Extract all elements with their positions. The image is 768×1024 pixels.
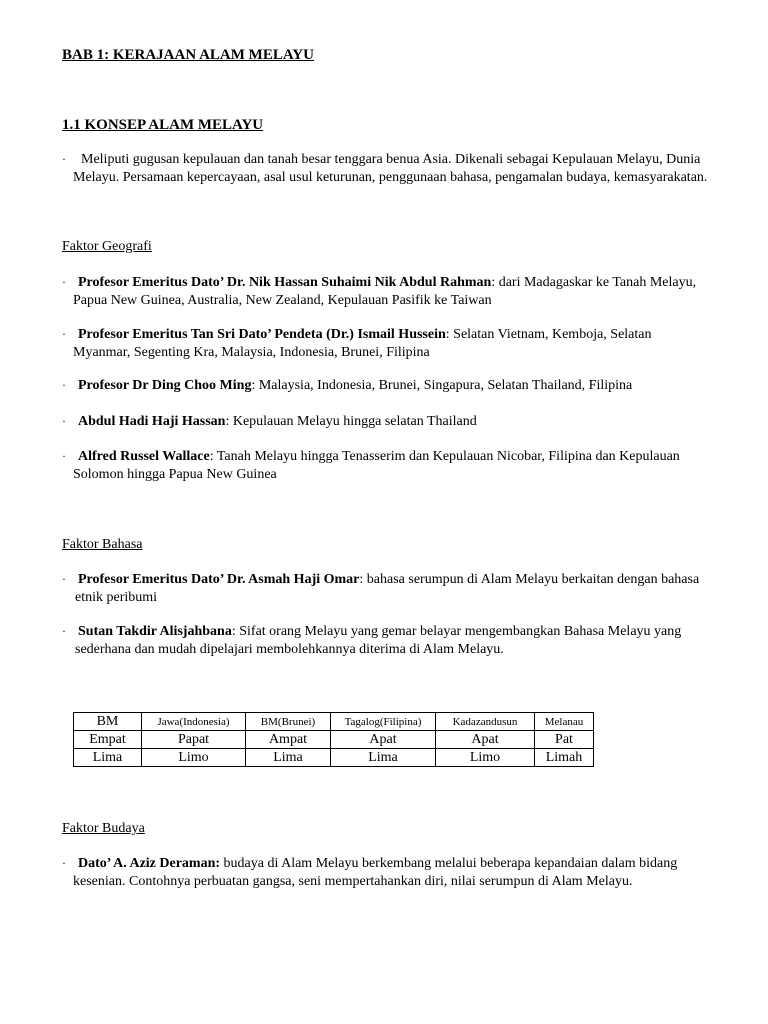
scholar-view-cont: kesenian. Contohnya perbuatan gangsa, seni mempertahankan diri, nilai serumpun di Alam Melayu. [73,874,633,889]
table-row [74,749,594,767]
geografi-item [62,448,742,484]
table-cell: Apat [436,731,535,749]
scholar-view: : dari Madagaskar ke Tanah Melayu, [491,275,697,290]
scholar-name: Sutan Takdir Alisjahbana [78,624,232,639]
table-header-row [74,713,594,731]
table-cell: Lima [331,749,436,767]
table-cell: Empat [74,731,142,749]
table-cell: Ampat [246,731,331,749]
scholar-view-cont: Myanmar, Segenting Kra, Malaysia, Indonesia, Brunei, Filipina [73,345,430,360]
bullet-dot: · [62,572,66,586]
bullet-dot: · [62,378,66,392]
scholar-view: : Sifat orang Melayu yang gemar belayar mengembangkan Bahasa Melayu yang [231,624,682,639]
intro-bullet [62,151,742,187]
scholar-view: : Tanah Melayu hingga Tenasserim dan Kepulauan Nicobar, Filipina dan Kepulauan [209,449,680,464]
bullet-dot: · [62,414,66,428]
geografi-item [62,274,742,310]
table-cell: Limo [142,749,246,767]
section-title: 1.1 KONSEP ALAM MELAYU [62,117,264,133]
budaya-item [62,855,742,891]
chapter-title: BAB 1: KERAJAAN ALAM MELAYU [62,47,314,63]
scholar-view: : Malaysia, Indonesia, Brunei, Singapura, Selatan Thailand, Filipina [251,378,633,393]
scholar-name: Abdul Hadi Haji Hassan [78,414,226,429]
geografi-heading: Faktor Geografi [62,239,152,254]
scholar-view-cont: sederhana dan mudah dipelajari membolehkannya diterima di Alam Melayu. [75,642,504,657]
scholar-view: : Kepulauan Melayu hingga selatan Thailand [225,414,477,429]
scholar-view-cont: etnik peribumi [75,590,158,605]
table-cell: Lima [74,749,142,767]
bullet-dot: · [62,152,66,166]
bullet-dot: · [62,449,66,463]
bahasa-heading: Faktor Bahasa [62,537,143,552]
table-cell: Limo [436,749,535,767]
geografi-item [62,413,742,431]
scholar-name: Dato’ A. Aziz Deraman: [78,856,221,871]
scholar-name: Profesor Dr Ding Choo Ming [78,378,252,393]
table-cell: Limah [535,749,594,767]
scholar-view-cont: Solomon hingga Papua New Guinea [73,467,277,482]
table-row [74,731,594,749]
scholar-view-cont: Papua New Guinea, Australia, New Zealand, Kepulauan Pasifik ke Taiwan [73,293,492,308]
scholar-view: : bahasa serumpun di Alam Melayu berkaitan dengan bahasa [359,572,700,587]
table-header-cell: Jawa(Indonesia) [142,713,246,731]
scholar-name: Alfred Russel Wallace [78,449,210,464]
geografi-item [62,326,742,362]
bullet-dot: · [62,624,66,638]
intro-line-2: Melayu. Persamaan kepercayaan, asal usul keturunan, penggunaan bahasa, pengamalan budaya, kemasyarakatan. [73,170,708,185]
scholar-name: Profesor Emeritus Dato’ Dr. Nik Hassan Suhaimi Nik Abdul Rahman [78,275,492,290]
intro-line-1: Meliputi gugusan kepulauan dan tanah besar tenggara benua Asia. Dikenali sebagai Kepulauan Melayu, Dunia [81,152,701,167]
budaya-heading: Faktor Budaya [62,821,145,836]
bullet-dot: · [62,856,66,870]
table-header-cell: Melanau [535,713,594,731]
table-cell: Lima [246,749,331,767]
scholar-name: Profesor Emeritus Dato’ Dr. Asmah Haji Omar [78,572,360,587]
scholar-view: budaya di Alam Melayu berkembang melalui beberapa kepandaian dalam bidang [220,856,678,871]
table-header-cell: BM(Brunei) [246,713,331,731]
table-cell: Apat [331,731,436,749]
language-comparison-table [73,712,594,767]
table-cell: Pat [535,731,594,749]
bahasa-item [62,623,742,659]
table-header-cell: Kadazandusun [436,713,535,731]
table-header-cell: BM [74,713,142,731]
table-cell: Papat [142,731,246,749]
table-header-cell: Tagalog(Filipina) [331,713,436,731]
scholar-view: : Selatan Vietnam, Kemboja, Selatan [445,327,652,342]
bullet-dot: · [62,275,66,289]
scholar-name: Profesor Emeritus Tan Sri Dato’ Pendeta (Dr.) Ismail Hussein [78,327,446,342]
bahasa-item [62,571,742,607]
bullet-dot: · [62,327,66,341]
geografi-item [62,377,742,395]
